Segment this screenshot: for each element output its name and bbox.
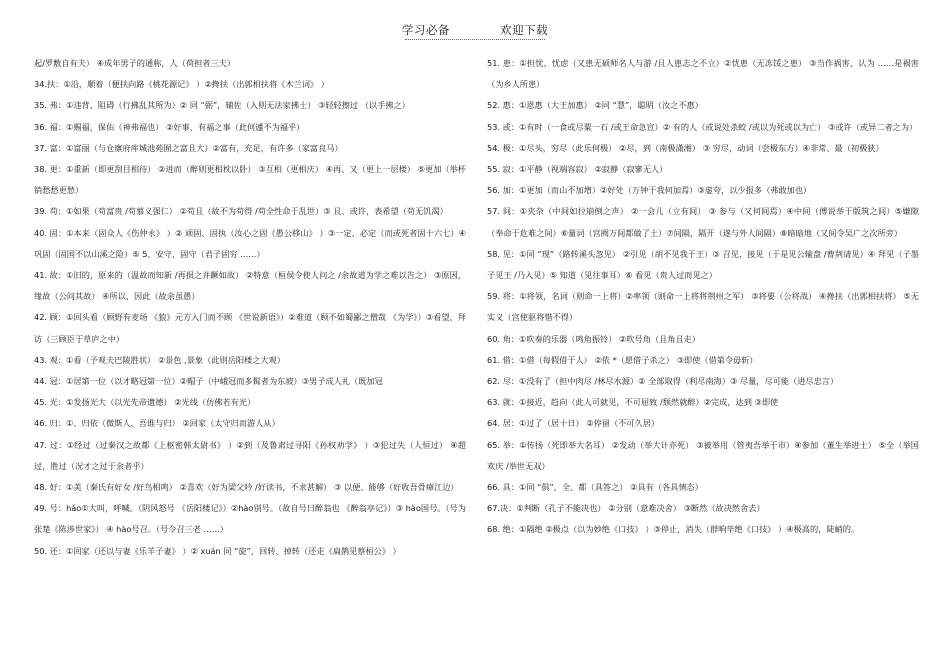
entry: 35. 弗：①违背、阻碍（行拂乱其所为）② 同 “弼”，辅佐（入则无法家拂士） ③轻轻擦过 （以手拂之）	[34, 100, 410, 111]
entry: 50. 还：①回家（还以与妻《乐羊子妻》 ）② xuán 同 “旋”，回转、掉转（还走《扁鹊见蔡桓公》 ）	[34, 545, 401, 556]
left-column	[34, 53, 466, 562]
page-header	[0, 22, 950, 38]
entry: 64. 居：①过了（居十日） ②停留（不可久居）	[487, 418, 660, 429]
entry: 47. 过：①经过（过秦汉之故都《上枢密韩太尉书》 ）②到（及鲁肃过寻阳《孙权劝学》 ）③犯过失（人恒过） ④超过，胜过（况才之过于余者乎）	[34, 439, 466, 471]
entry: 起/罗敷自有夫） ④成年男子的通称，人（荷担者三夫）	[34, 58, 236, 68]
entry: 44. 冠：①居第一位（以才略冠第一位）②帽子（中峨冠而多髯者为东坡）③男子成人礼（既加冠	[34, 376, 383, 387]
entry: 37. 富：①富丽（与仓廪府库城池苑囿之富且大）②富有，充足，有许多（家富良马）	[34, 142, 343, 153]
entry: 40. 固：①本来（固众人《伤仲永》 ）② 顽固、固执（汝心之固《愚公移山》 ）③一定、必定（而或死者固十六七）④巩固（固国不以山溪之险）⑤ 5、安守，固守（君子固穷 ……）	[34, 227, 466, 259]
entry: 56. 加：①更加（而山不加增）②好处（万钟于我何加焉）③虚夸，以少报多（弗敢加也）	[487, 185, 812, 196]
header-rule	[405, 39, 545, 40]
entry: 62. 尽：①没有了（担中肉尽 /林尽水源）② 全部取得（利尽南海）③ 尽量，尽可能（进尽忠言）	[487, 376, 839, 387]
entry: 68. 绝：①隔绝 ②极点（以为妙绝《口技》 ）③停止，消失（群响毕绝《口技》 ）④极高的，陡峭的。	[487, 524, 860, 535]
entry: 51. 患：①担忧、忧虑（又患无硕师名人与游 /且人患志之不立）②忧患（无冻馁之患） ③当作祸害、认为 ……是祸害（为乡人所患）	[487, 58, 919, 90]
entry: 67.决：①判断（孔子不能决也） ②分别（意难决舍） ③断然（故决然舍去）	[487, 503, 765, 514]
entry: 38. 更：①重新（即更刮目相待） ②进而（醉则更相枕以卧） ③互相（更相庆） ④再、又（更上一层楼） ⑤更加（举杯销愁愁更愁）	[34, 164, 466, 196]
entry: 49. 号：háo①大叫，呼喊。（阴风怒号 《岳阳楼记》）②hào别号。（故自号曰醉翁也 《醉翁亭记》）③ hào国号。（号为张楚《陈涉世家》） ④ hào号召。（号令召三老 ……）	[34, 503, 466, 535]
entry: 36. 福：①赐福，保佑（神弗福也） ②好事、有福之事（此何遽不为福乎）	[34, 121, 305, 132]
entry: 54. 极：①尽头，穷尽（此乐何极） ②尽，到（南极潇湘） ③ 穷尽，动词（尝极东方）④非常、最（初极狭）	[487, 142, 884, 153]
entry: 60. 角：①吹奏的乐器（鸣角振铃） ②吹号角（且角且走）	[487, 333, 701, 344]
entry: 48. 好：①美（秦氏有好女 /好鸟相鸣） ②喜欢（好为梁父吟 /好读书，不求甚解） ③ 以便、能够（好收吾骨瘴江边）	[34, 482, 459, 493]
entry: 34.扶：①沿，顺着（便扶向路《桃花源记》 ）②搀扶（出郭相扶将《木兰词》 ）	[34, 79, 329, 90]
entry: 41. 故：①旧的，原来的（温故而知新 /再损之并蹶如故） ②特意（桓侯令使人问之 /余故道为学之难以告之） ③原因，缘故（公问其故） ④所以，因此（故余虽愚）	[34, 270, 466, 302]
entry: 43. 观：①看（予观夫巴陵胜状） ②景色 ,景象（此则岳阳楼之大观）	[34, 354, 285, 365]
entry: 63. 就：①接近，趋向（此人可就见，不可屈致 /颓然就醉）②完成，达到 ③即使	[487, 397, 779, 408]
header-right-text: 欢迎下载	[500, 23, 549, 37]
entry: 45. 光：①发扬光大（以光先帝遗德） ②光线（仿佛若有光）	[34, 397, 256, 408]
entry: 65. 举：①传扬（死即举大名耳） ②发动（举大计亦死） ③被举用（管夷吾举于市）④参加（董生举进士） ⑤全（举国欢庆 /举世无双）	[487, 439, 919, 471]
entry: 52. 惠：①恩惠（大王加惠） ②同 “慧”，聪明（汝之不惠）	[487, 100, 703, 111]
header-left-text: 学习必备	[401, 23, 450, 37]
entry: 46. 归：①、归依（微斯人，吾谁与归） ②回家（太守归而游人从）	[34, 418, 280, 429]
entry: 53. 或：①有时（一食或尽粟一石 /或王命急宣）② 有的人（或说处杀蛟 /或以为死或以为亡） ③或许（或异二者之为）	[487, 121, 918, 132]
entry: 39. 苟：①如果（苟富贵 /苟慕义强仁） ②苟且（故不为苟得 /苟全性命于乱世）③ 且、或许，表希望（苟无饥渴）	[34, 206, 448, 217]
entry: 55. 寂：①平静（视端容寂） ②寂静（寂寥无人）	[487, 164, 668, 175]
entry: 61. 借：①借（每假借于人） ②依 *（愿借子杀之） ③即使（借第令毋斩）	[487, 354, 758, 365]
entry: 58. 见：①同 “现”（路转溪头忽见） ②引见（胡不见我于王）③ 召见，接见（于是见公输盘 /曹刿请见）④ 拜见（子墨子见王 /乃入见）⑤ 知道（见往事耳）⑥ 看见（贵人过而见之）	[487, 248, 919, 281]
entry: 57. 间：①夹杂（中间如拉崩倒之声） ②一会儿（立有间） ③ 参与（又何间焉）④中间（傅说举于版筑之间）⑤嫌隙（奉命于危难之间）⑥量词（宫阙万间都做了土）⑦间隔，隔开（遂与外人间隔）⑧暗暗地（又间令吴广之次所旁）	[487, 206, 919, 238]
entry: 59. 将：①将领，名词（则命一上将）②率领（则命一上将将荆州之军） ③将要（公将战） ④搀扶（出郭相扶将） ⑤无实义（宫使驱将惜不得）	[487, 291, 919, 323]
entry: 66. 具：①同 “俱”，全、都（具答之） ②具有（各具情态）	[487, 482, 703, 493]
right-column	[487, 53, 919, 541]
entry: 42. 顾：①回头看（顾野有麦场 《狼》元方入门而不顾 《世说新语》）②难道（顾不如蜀鄙之僧哉 《为学》）③看望，拜访（三顾臣于草庐之中）	[34, 312, 466, 344]
